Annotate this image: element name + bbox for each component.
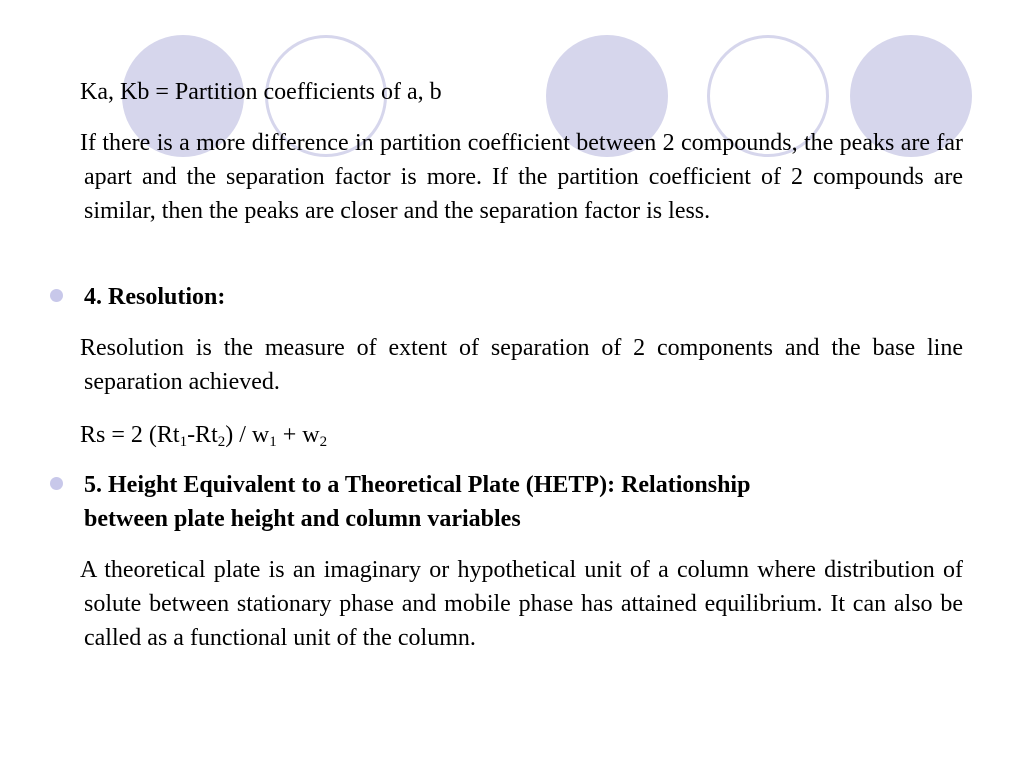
bullet-icon bbox=[50, 477, 63, 490]
hetp-heading bbox=[84, 468, 750, 536]
partition-coefficient-definition: Ka, Kb = Partition coefficients of a, b bbox=[80, 79, 442, 105]
resolution-formula bbox=[80, 418, 327, 452]
resolution-text: Resolution is the measure of extent of separation of 2 components and the base line separation achieved. bbox=[80, 335, 963, 395]
bullet-icon bbox=[50, 289, 63, 302]
theoretical-plate-text: A theoretical plate is an imaginary or hypothetical unit of a column where distribution of solute between stationary phase and mobile phase has attained equilibrium. It can also be called as a functional unit of the column. bbox=[80, 557, 963, 651]
formula-part: + w bbox=[276, 422, 320, 448]
formula-part: Rs = 2 (Rt bbox=[80, 422, 180, 448]
hetp-heading-line-2: between plate height and column variables bbox=[84, 506, 521, 532]
formula-subscript: 1 bbox=[269, 434, 277, 450]
separation-factor-paragraph bbox=[80, 126, 963, 228]
formula-subscript: 2 bbox=[217, 434, 226, 450]
separation-factor-text: If there is a more difference in partition coefficient between 2 compounds, the peaks are far apart and the separation factor is more. If the partition coefficient of 2 compounds are similar, then the peaks are closer and the separation factor is less. bbox=[80, 130, 963, 224]
hetp-heading-line-1: 5. Height Equivalent to a Theoretical Plate (HETP): Relationship bbox=[84, 472, 751, 498]
theoretical-plate-paragraph bbox=[80, 553, 963, 655]
resolution-paragraph bbox=[80, 331, 963, 399]
formula-part: ) / w bbox=[225, 422, 270, 448]
formula-part: -Rt bbox=[187, 422, 218, 448]
formula-subscript: 2 bbox=[319, 434, 328, 450]
formula-subscript: 1 bbox=[179, 434, 188, 450]
resolution-heading: 4. Resolution: bbox=[84, 284, 226, 310]
